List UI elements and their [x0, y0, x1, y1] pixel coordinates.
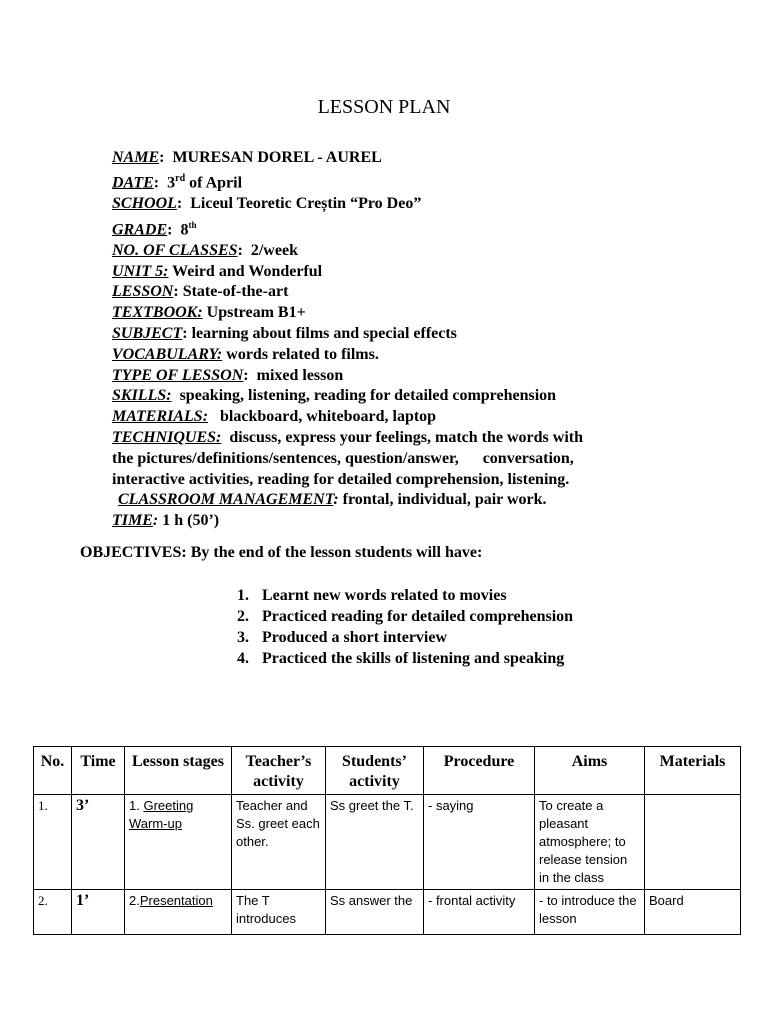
- lesson-info: [112, 148, 672, 532]
- objective-item: 3. Produced a short interview: [237, 629, 448, 646]
- cell-aims: To create a pleasant atmosphere; to release tension in the class: [535, 795, 645, 890]
- info-unit: UNIT 5: Weird and Wonderful: [112, 262, 323, 280]
- table-row: [34, 795, 741, 890]
- info-grade: GRADE: 8th: [112, 219, 197, 239]
- cell-students: Ss answer the: [326, 890, 424, 935]
- info-vocabulary: VOCABULARY: words related to films.: [112, 345, 379, 363]
- cell-teacher: Teacher and Ss. greet each other.: [232, 795, 326, 890]
- lesson-table: [33, 746, 741, 935]
- objective-item: 2. Practiced reading for detailed comprehension: [237, 608, 574, 625]
- table-header-row: [34, 747, 741, 795]
- header-teacher: Teacher’s activity: [232, 747, 326, 795]
- cell-aims: - to introduce the lesson: [535, 890, 645, 935]
- cell-stage: 2.Presentation: [125, 890, 232, 935]
- info-date: DATE: 3rd of April: [112, 172, 243, 192]
- info-classes: NO. OF CLASSES: 2/week: [112, 241, 298, 259]
- info-textbook: TEXTBOOK: Upstream B1+: [112, 304, 306, 322]
- cell-no: 2.: [34, 890, 72, 935]
- info-materials: MATERIALS: blackboard, whiteboard, laptop: [112, 408, 437, 426]
- header-procedure: Procedure: [424, 747, 535, 795]
- info-techniques-line3: interactive activities, reading for detailed comprehension, listening.: [112, 470, 570, 488]
- cell-procedure: - saying: [424, 795, 535, 890]
- objective-item: 4. Practiced the skills of listening and speaking: [237, 650, 565, 667]
- info-time: TIME: 1 h (50’): [112, 512, 220, 530]
- table-row: [34, 890, 741, 935]
- cell-materials: Board: [645, 890, 741, 935]
- info-skills: SKILLS: speaking, listening, reading for detailed comprehension: [112, 387, 557, 405]
- header-time: Time: [72, 747, 125, 795]
- header-materials: Materials: [645, 747, 741, 795]
- page-title: LESSON PLAN: [317, 96, 451, 118]
- cell-stage: 1. Greeting Warm-up: [125, 795, 232, 890]
- info-school: SCHOOL: Liceul Teoretic Creștin “Pro Deo”: [112, 194, 422, 212]
- info-techniques-line2: the pictures/definitions/sentences, question/answer, conversation,: [112, 449, 574, 467]
- cell-no: 1.: [34, 795, 72, 890]
- info-lesson: LESSON: State-of-the-art: [112, 283, 289, 301]
- info-subject: SUBJECT: learning about films and special effects: [112, 325, 457, 343]
- info-type: TYPE OF LESSON: mixed lesson: [112, 366, 344, 384]
- cell-time: 3’: [72, 795, 125, 890]
- info-name: NAME: MURESAN DOREL - AUREL: [112, 149, 382, 166]
- cell-materials: [645, 795, 741, 890]
- objectives-list: [237, 585, 573, 669]
- cell-students: Ss greet the T.: [326, 795, 424, 890]
- header-stages: Lesson stages: [125, 747, 232, 795]
- cell-teacher: The T introduces: [232, 890, 326, 935]
- objective-item: 1. Learnt new words related to movies: [237, 587, 507, 604]
- header-students: Students’ activity: [326, 747, 424, 795]
- header-no: No.: [34, 747, 72, 795]
- info-techniques: TECHNIQUES: discuss, express your feelings, match the words with: [112, 429, 583, 447]
- info-management: CLASSROOM MANAGEMENT: frontal, individual, pair work.: [118, 491, 547, 509]
- objectives-heading: OBJECTIVES: By the end of the lesson students will have:: [80, 544, 483, 561]
- cell-procedure: - frontal activity: [424, 890, 535, 935]
- cell-time: 1’: [72, 890, 125, 935]
- header-aims: Aims: [535, 747, 645, 795]
